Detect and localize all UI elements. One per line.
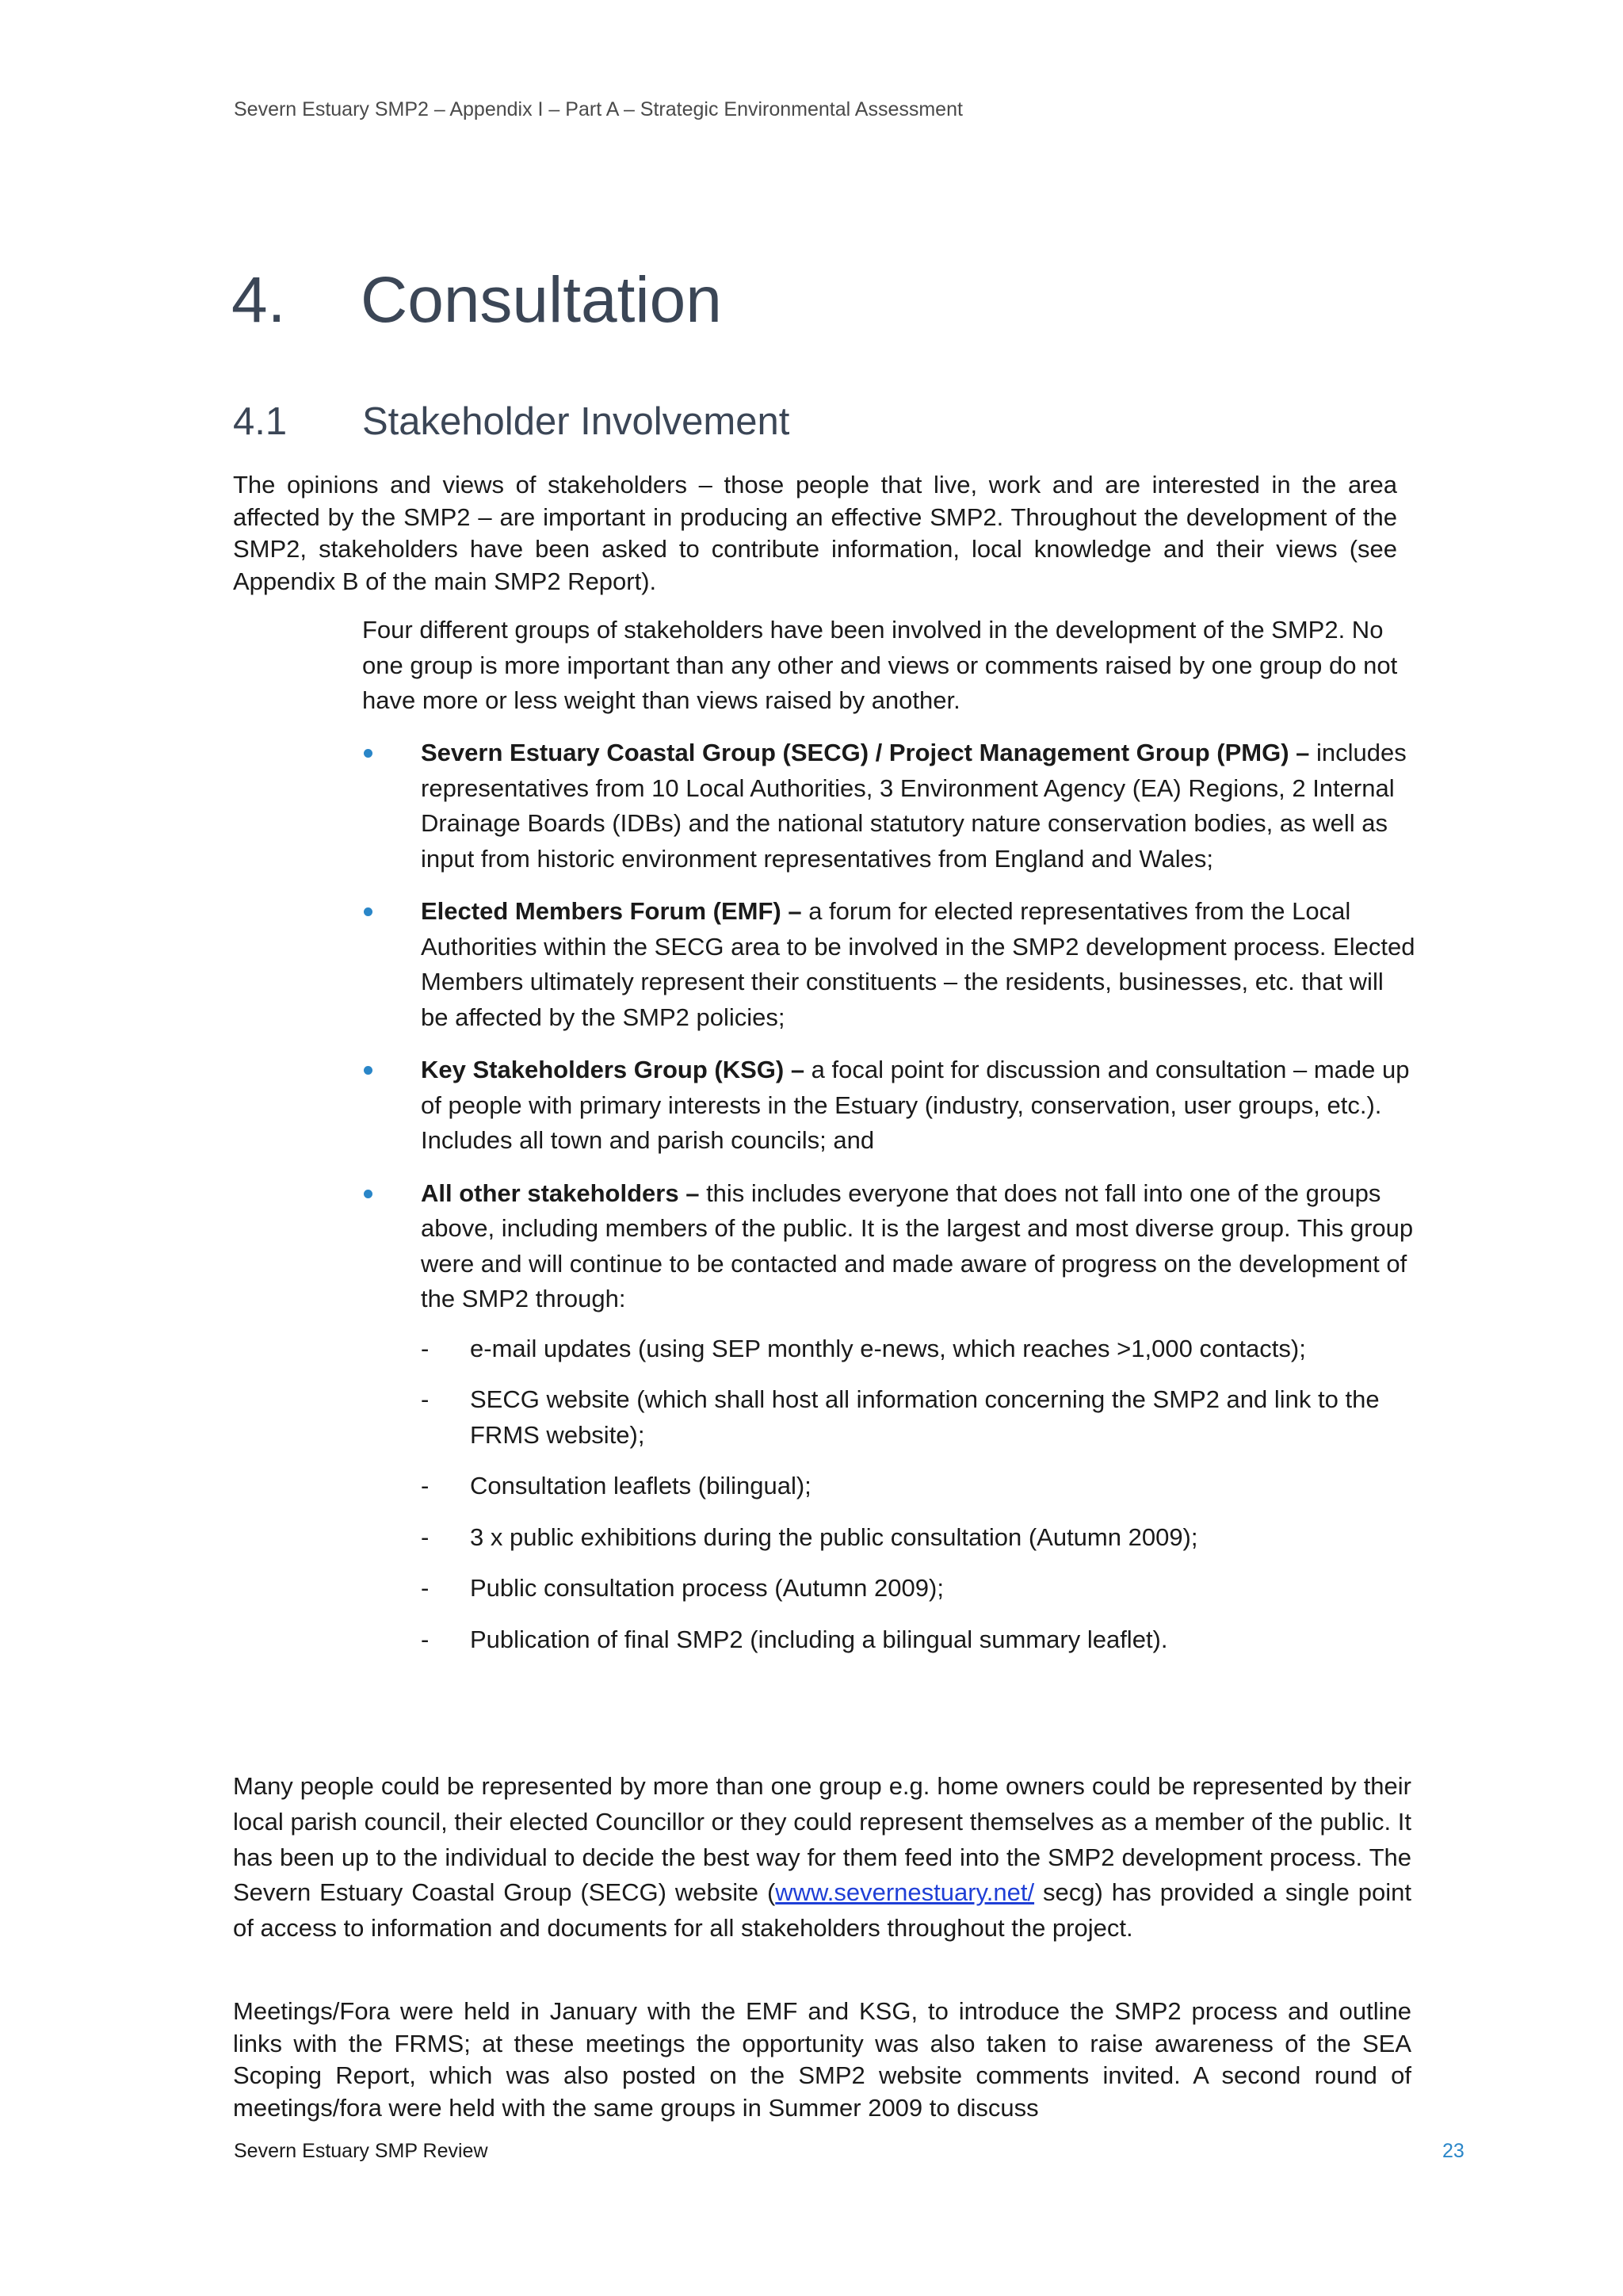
groups-intro-paragraph: Four different groups of stakeholders have been involved in the development of the SMP2. No one group is more important than any other and views or comments raised by one group do not have more or less weight than views raised by another. (362, 616, 1398, 714)
channel-text: e-mail updates (using SEP monthly e-news, which reaches >1,000 contacts); (470, 1334, 1306, 1362)
dash-marker: - (421, 1334, 430, 1362)
channel-text: Public consultation process (Autumn 2009); (470, 1574, 944, 1602)
chapter-title-text: Consultation (361, 264, 722, 336)
section-title (233, 400, 790, 443)
group-description: includes representatives from 10 Local Authorities, 3 Environment Agency (EA) Regions, 2 Internal Drainage Boards (IDBs) and the national statutory nature conservation bodies, as well as input from historic environment representatives from England and Wales; (421, 739, 1407, 873)
dash-marker: - (421, 1472, 430, 1499)
representation-paragraph (233, 1769, 1411, 1946)
dash-marker: - (421, 1522, 430, 1551)
intro-paragraph: The opinions and views of stakeholders – those people that live, work and are interested in the area affected by the SMP2 – are important in producing an effective SMP2. Throughout the development of the SMP2, stakeholders have been asked to contribute information, local knowledge and their views (see Appendix B of the main SMP2 Report). (233, 471, 1397, 595)
list-item (362, 1176, 1416, 1658)
section-number: 4.1 (233, 400, 288, 443)
channel-text: 3 x public exhibitions during the public consultation (Autumn 2009); (470, 1522, 1198, 1551)
list-item (421, 1469, 1416, 1504)
bullet-icon (364, 1066, 372, 1075)
section-title-text: Stakeholder Involvement (362, 400, 790, 443)
list-item (362, 1052, 1416, 1159)
group-description: a focal point for discussion and consultation – made up of people with primary interests in the Estuary (industry, conservation, user groups, etc.). Includes all town and parish councils; and (421, 1056, 1410, 1154)
list-item (362, 894, 1416, 1035)
group-name: Key Stakeholders Group (KSG) – (421, 1056, 805, 1083)
bullet-icon (364, 749, 372, 758)
bullet-icon (364, 907, 372, 916)
communication-channels-list (421, 1331, 1416, 1658)
group-description: a forum for elected representatives from the Local Authorities within the SECG area to be involved in the SMP2 development process. Elected Members ultimately represent their constituents – the residents, businesses, etc. that will be affected by the SMP2 policies; (421, 897, 1415, 1031)
representation-text-start: Many people could be represented by more than one group e.g. home owners could be represented by their local parish council, their elected Councillor or they could represent themselves as a member of the public. It has been up to the individual to decide the best way for them feed into the SMP2 development process. The Severn Estuary Coastal Group (SECG) website ( (233, 1772, 1411, 1907)
channel-text: Publication of final SMP2 (including a bilingual summary leaflet). (470, 1625, 1168, 1653)
dash-marker: - (421, 1385, 430, 1413)
bullet-icon (364, 1190, 372, 1198)
dash-marker: - (421, 1574, 430, 1602)
list-item (362, 735, 1416, 877)
list-item (421, 1520, 1416, 1556)
footer-document-name: Severn Estuary SMP Review (234, 2140, 488, 2162)
stakeholder-groups-list (362, 735, 1416, 1675)
chapter-number: 4. (231, 264, 286, 336)
page-number: 23 (1442, 2140, 1465, 2162)
group-name: All other stakeholders – (421, 1179, 700, 1207)
chapter-title (231, 264, 722, 336)
website-link[interactable]: www.severnestuary.net/ (775, 1878, 1035, 1907)
channel-text: Consultation leaflets (bilingual); (470, 1472, 812, 1499)
list-item (421, 1622, 1416, 1658)
group-name: Severn Estuary Coastal Group (SECG) / Project Management Group (PMG) – (421, 739, 1310, 766)
channel-text: SECG website (which shall host all information concerning the SMP2 and link to the FRMS website); (470, 1385, 1380, 1449)
meetings-paragraph: Meetings/Fora were held in January with the EMF and KSG, to introduce the SMP2 process and outline links with the FRMS; at these meetings the opportunity was also taken to raise awareness of the SEA Scoping Report, which was also posted on the SMP2 website comments invited. A second round of meetings/fora were held with the same groups in Summer 2009 to discuss (233, 1997, 1411, 2122)
list-item (421, 1382, 1416, 1453)
group-name: Elected Members Forum (EMF) – (421, 897, 802, 925)
dash-marker: - (421, 1625, 430, 1653)
list-item (421, 1331, 1416, 1367)
list-item (421, 1571, 1416, 1606)
running-header: Severn Estuary SMP2 – Appendix I – Part A – Strategic Environmental Assessment (234, 98, 963, 120)
group-description: this includes everyone that does not fall into one of the groups above, including members of the public. It is the largest and most diverse group. This group were and will continue to be contacted and made aware of progress on the development of the SMP2 through: (421, 1179, 1414, 1312)
representation-text-end: secg) has provided a single point of access to information and documents for all stakeholders throughout the project. (233, 1878, 1411, 1943)
